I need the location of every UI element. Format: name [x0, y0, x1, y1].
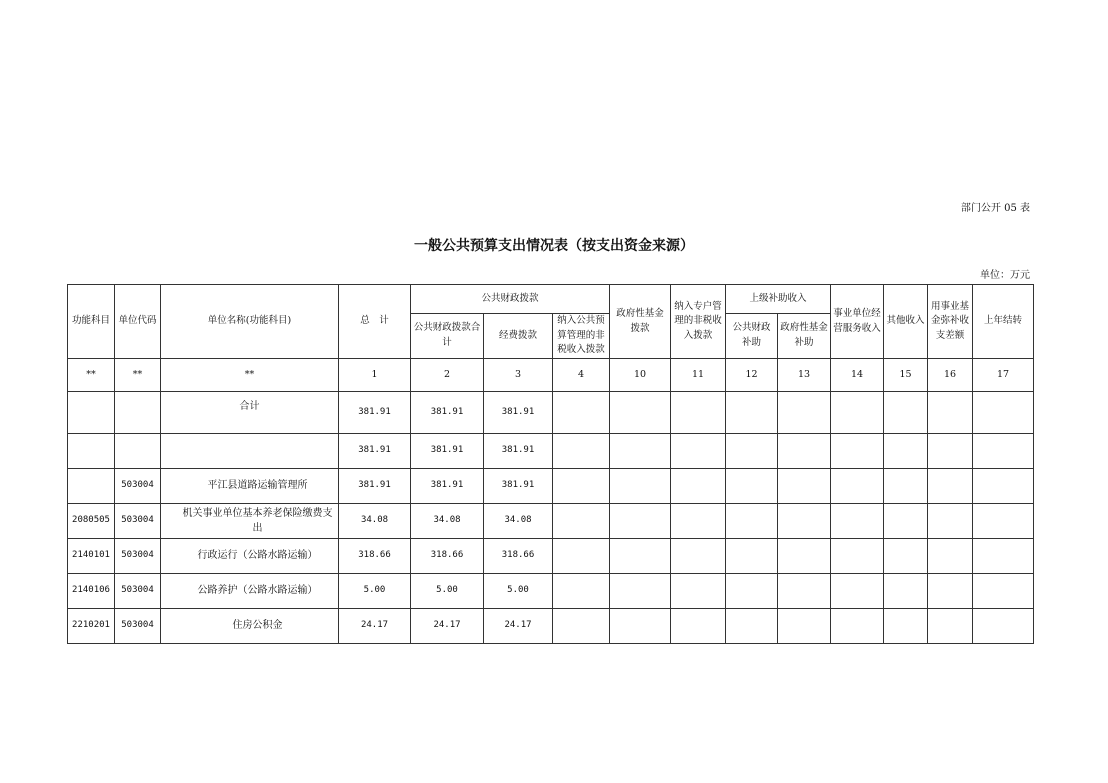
index-cell: 13	[778, 359, 831, 392]
header-public-fiscal-total: 公共财政拨款合计	[411, 314, 484, 359]
index-cell: **	[161, 359, 339, 392]
pf-total-cell: 318.66	[411, 539, 484, 574]
unit-name-cell: 行政运行（公路水路运输）	[161, 539, 339, 574]
table-row	[68, 539, 1034, 574]
func-code-cell	[68, 392, 115, 434]
unit-code-cell	[115, 392, 161, 434]
total-cell: 34.08	[339, 504, 411, 539]
total-cell: 381.91	[339, 434, 411, 469]
index-cell: 2	[411, 359, 484, 392]
funding-cell: 318.66	[484, 539, 553, 574]
index-cell: 14	[831, 359, 884, 392]
pf-total-cell: 381.91	[411, 434, 484, 469]
table-row	[68, 504, 1034, 539]
unit-code-cell: 503004	[115, 469, 161, 504]
pf-total-cell: 34.08	[411, 504, 484, 539]
header-special-non-tax: 纳入专户管理的非税收入拨款	[671, 285, 726, 359]
funding-cell: 381.91	[484, 469, 553, 504]
table-row	[68, 434, 1034, 469]
report-title: 一般公共预算支出情况表（按支出资金来源）	[414, 238, 694, 254]
pf-total-cell: 381.91	[411, 392, 484, 434]
unit-name-cell: 住房公积金	[161, 609, 339, 644]
index-cell: 17	[973, 359, 1034, 392]
unit-code-cell: 503004	[115, 609, 161, 644]
total-cell: 318.66	[339, 539, 411, 574]
unit-code-cell: 503004	[115, 504, 161, 539]
header-unit-code: 单位代码	[115, 285, 161, 359]
funding-cell: 381.91	[484, 392, 553, 434]
header-superior-subsidy: 上级补助收入	[726, 285, 831, 314]
table-row	[68, 609, 1034, 644]
func-code-cell: 2140101	[68, 539, 115, 574]
header-total: 总 计	[339, 285, 411, 359]
unit-code-cell	[115, 434, 161, 469]
header-carryover: 上年结转	[973, 285, 1034, 359]
header-row-1	[68, 285, 1034, 314]
table-row	[68, 574, 1034, 609]
header-public-fiscal: 公共财政拨款	[411, 285, 610, 314]
header-func-code: 功能科目	[68, 285, 115, 359]
total-cell: 381.91	[339, 392, 411, 434]
pf-total-cell: 381.91	[411, 469, 484, 504]
unit-code-cell: 503004	[115, 574, 161, 609]
table-row	[68, 392, 1034, 434]
pf-total-cell: 24.17	[411, 609, 484, 644]
index-cell: 16	[928, 359, 973, 392]
header-business-income: 事业单位经营服务收入	[831, 285, 884, 359]
func-code-cell: 2210201	[68, 609, 115, 644]
header-business-fund: 用事业基金弥补收支差额	[928, 285, 973, 359]
unit-name-cell: 公路养护（公路水路运输）	[161, 574, 339, 609]
func-code-cell	[68, 469, 115, 504]
func-code-cell: 2080505	[68, 504, 115, 539]
index-cell: 4	[553, 359, 610, 392]
header-unit-name: 单位名称(功能科目)	[161, 285, 339, 359]
header-funding: 经费拨款	[484, 314, 553, 359]
index-cell: 11	[671, 359, 726, 392]
header-superior-gov-fund: 政府性基金补助	[778, 314, 831, 359]
form-number: 部门公开 05 表	[960, 203, 1030, 214]
index-row	[68, 359, 1034, 392]
header-superior-public: 公共财政补助	[726, 314, 778, 359]
unit-name-cell: 平江县道路运输管理所	[161, 469, 339, 504]
index-cell: 1	[339, 359, 411, 392]
table-row	[68, 469, 1034, 504]
index-cell: 15	[884, 359, 928, 392]
header-non-tax: 纳入公共预算管理的非税收入拨款	[553, 314, 610, 359]
budget-table	[67, 284, 1034, 644]
index-cell: **	[115, 359, 161, 392]
unit-code-cell: 503004	[115, 539, 161, 574]
index-cell: **	[68, 359, 115, 392]
funding-cell: 5.00	[484, 574, 553, 609]
unit-name-cell: 合计	[161, 392, 339, 434]
unit-name-cell: 机关事业单位基本养老保险缴费支出	[161, 504, 339, 539]
total-cell: 24.17	[339, 609, 411, 644]
unit-name-cell	[161, 434, 339, 469]
header-other-income: 其他收入	[884, 285, 928, 359]
funding-cell: 381.91	[484, 434, 553, 469]
index-cell: 10	[610, 359, 671, 392]
func-code-cell	[68, 434, 115, 469]
funding-cell: 24.17	[484, 609, 553, 644]
header-gov-fund: 政府性基金拨款	[610, 285, 671, 359]
index-cell: 3	[484, 359, 553, 392]
funding-cell: 34.08	[484, 504, 553, 539]
pf-total-cell: 5.00	[411, 574, 484, 609]
index-cell: 12	[726, 359, 778, 392]
func-code-cell: 2140106	[68, 574, 115, 609]
total-cell: 381.91	[339, 469, 411, 504]
total-cell: 5.00	[339, 574, 411, 609]
unit-label: 单位：万元	[980, 270, 1030, 281]
